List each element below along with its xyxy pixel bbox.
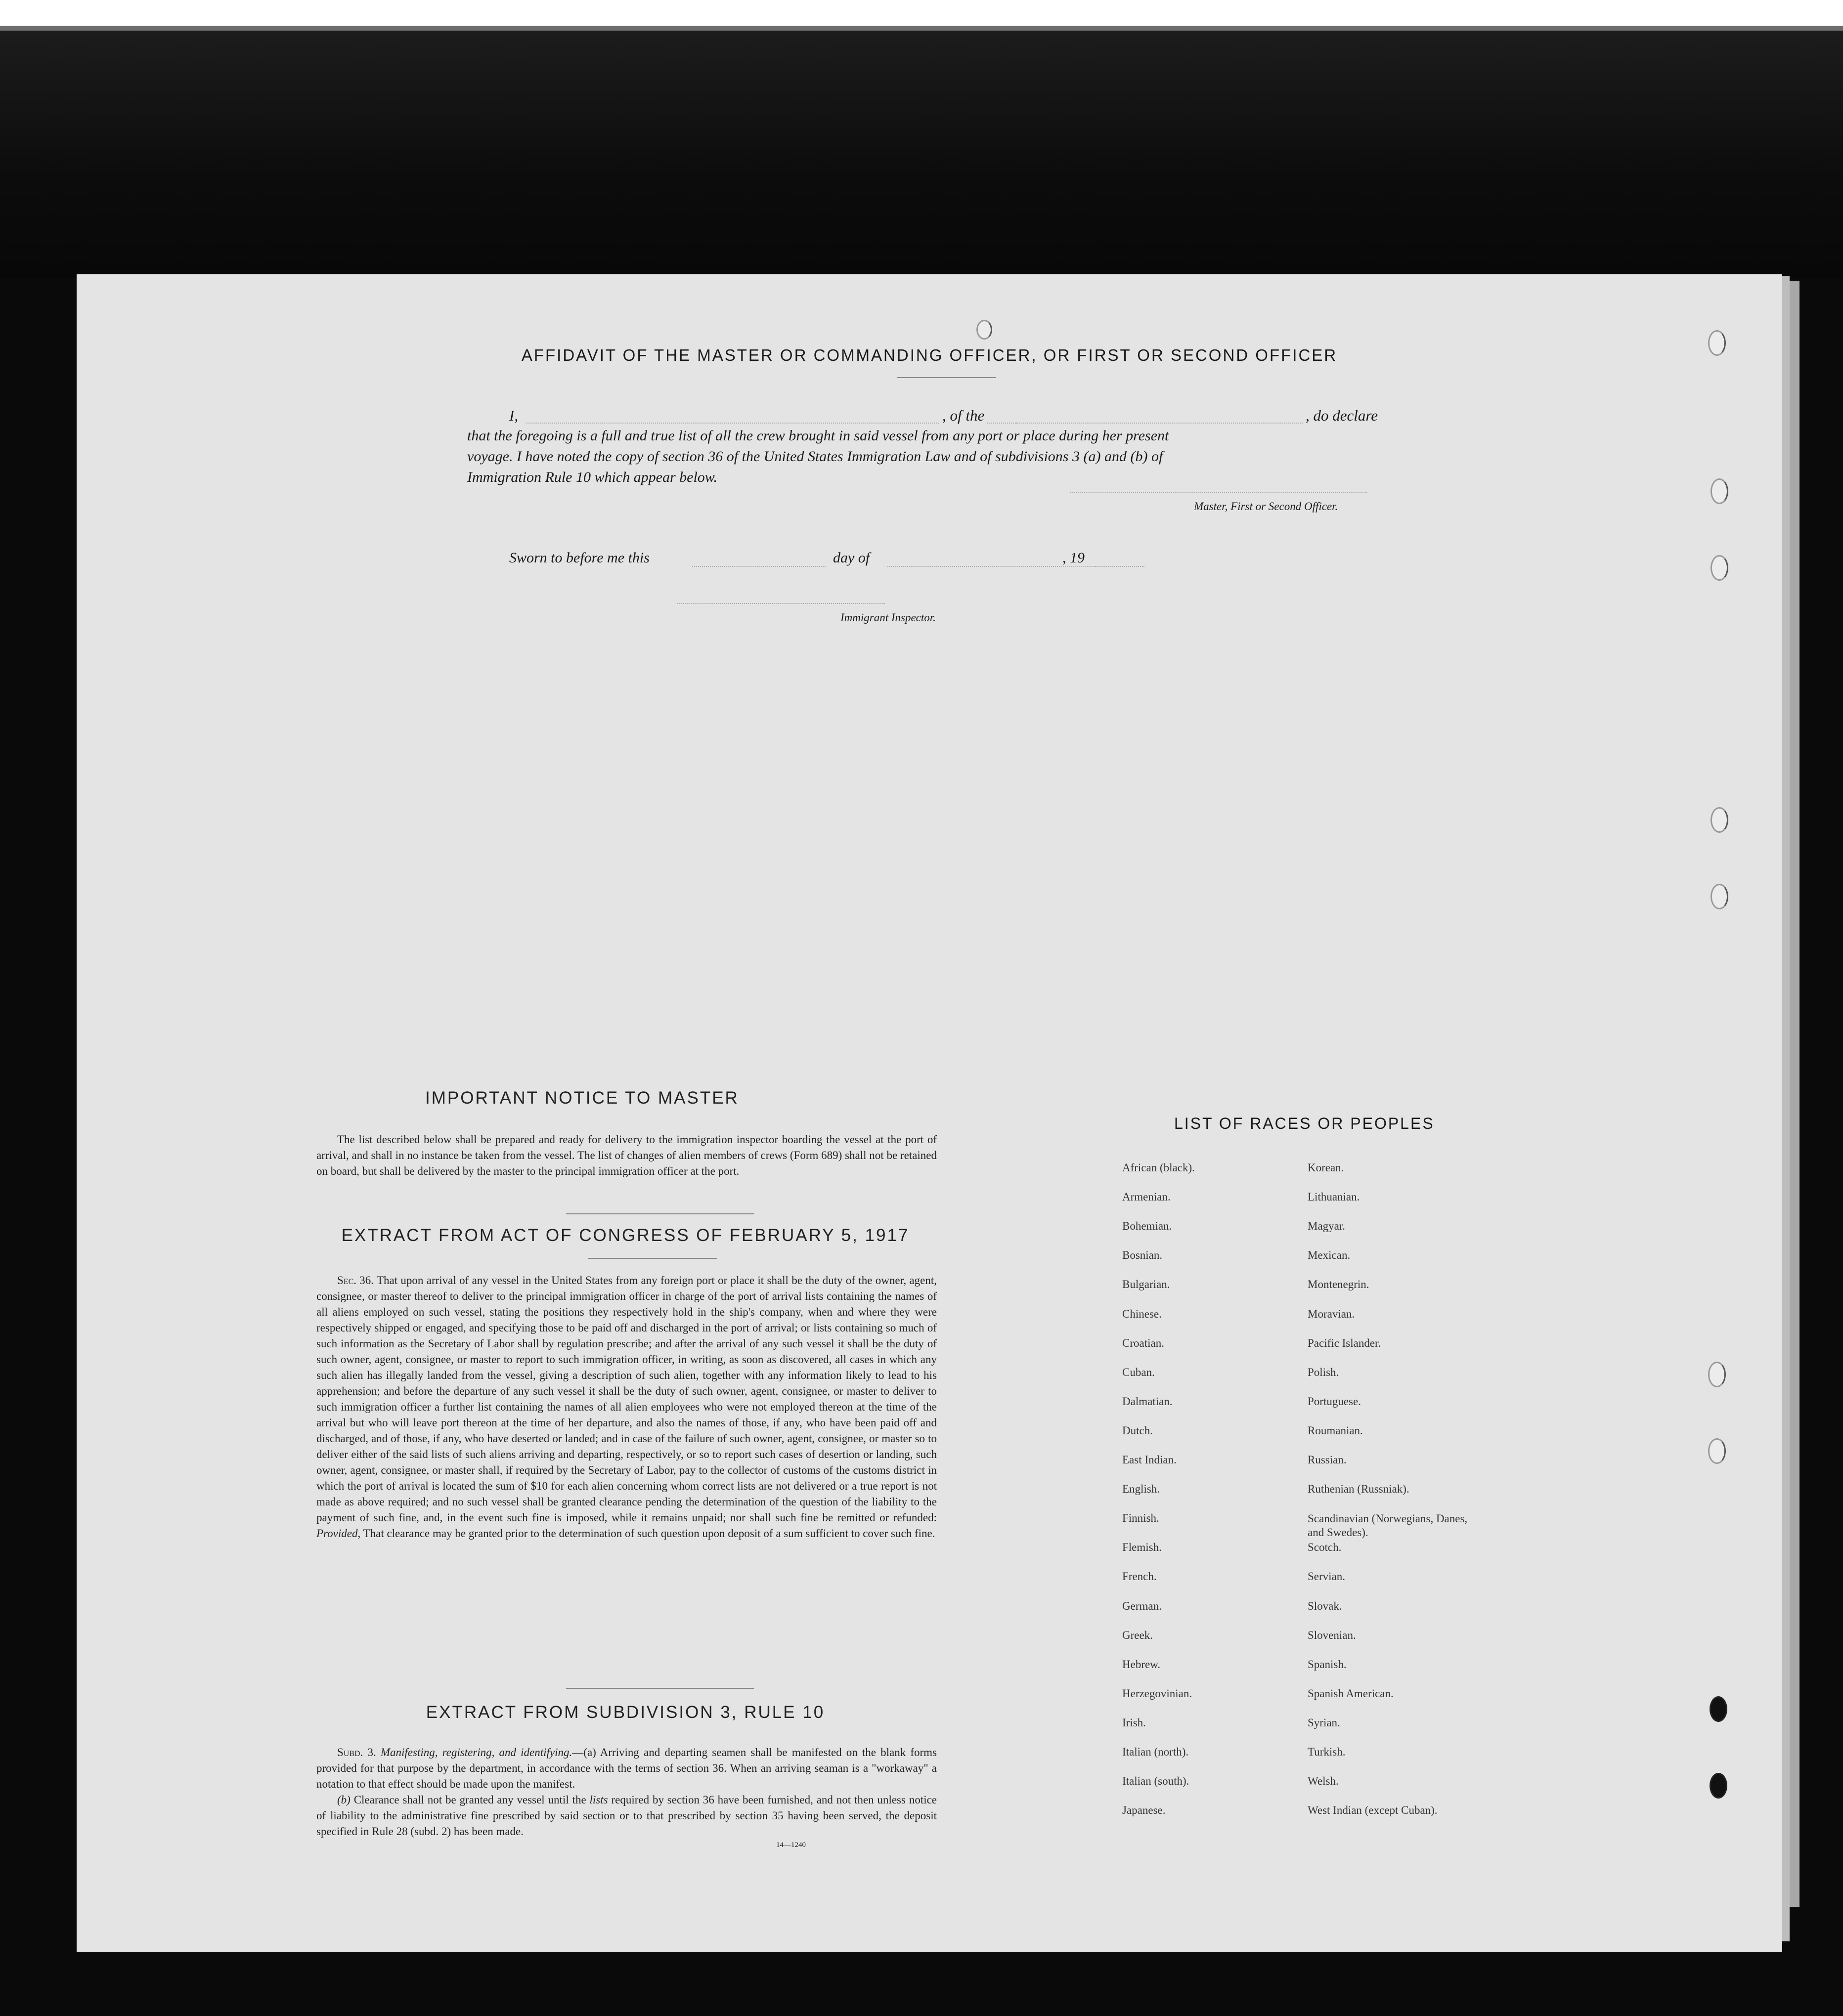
notice-title: IMPORTANT NOTICE TO MASTER [425,1088,739,1108]
race-item: West Indian (except Cuban). [1308,1804,1438,1816]
act-extract-body [316,1273,937,1542]
divider [897,377,996,378]
race-item: French. [1122,1570,1157,1583]
rule-para-b [316,1792,937,1840]
race-item: Dalmatian. [1122,1395,1173,1408]
race-item: Mexican. [1308,1249,1351,1261]
race-item: Moravian. [1308,1308,1355,1320]
punch-hole-icon [1710,1773,1727,1799]
rule-extract-title: EXTRACT FROM SUBDIVISION 3, RULE 10 [426,1703,825,1722]
subdivision-label: Subd. 3. [337,1746,376,1759]
race-item: Portuguese. [1308,1395,1361,1408]
section-36-text: That upon arrival of any vessel in the United States from any foreign port or place it shall be the duty of the owner, agent, consignee, or master thereof to deliver to the principal immigration officer in charge of the port of arrival lists containing the names of all aliens employed on such vessel, stating the positions they respectively hold in the ship's company, when and where they were respectively shipped or engaged, and specifying those to be paid off and discharged in the port of arrival; or lists containing so much of such information as the Secretary of Labor shall by regulation prescribe; and after the arrival of any such vessel it shall be the duty of such owner, agent, consignee, or master to report to such immigration officer, in writing, as soon as discovered, all cases in which any such alien has illegally landed from the vessel, giving a description of such alien, together with any information likely to lead to his apprehension; and before the departure of any such vessel it shall be the duty of such owner, agent, consignee, or master to deliver to such immigration officer a further list containing the names of all alien employees who were not employed thereon at the time of the arrival but who will leave port thereon at the time of her departure, and also the names of those, if any, who have been paid off and discharged, and of those, if any, who have deserted or landed; and in case of the failure of such owner, agent, consignee, or master so to deliver either of the said lists of such aliens arriving and departing, respectively, or so to report such cases of desertion or landing, such owner, agent, consignee, or master shall, if required by the Secretary of Labor, pay to the collector of customs of the customs district in which the port of arrival is located the sum of $10 for each alien concerning whom correct lists are not delivered or a true report is not made as above required; and no such vessel shall be granted clearance pending the determination of the question of the liability to the payment of such fine, and, in the event such fine is imposed, while it remains unpaid; nor shall such fine be remitted or refunded: [316,1274,937,1524]
sworn-day-field[interactable] [692,566,826,567]
race-item: Irish. [1122,1716,1146,1729]
sworn-month-field[interactable] [887,566,1125,567]
race-item: Flemish. [1122,1541,1162,1553]
affidavit-line-4: Immigration Rule 10 which appear below. [467,469,718,485]
notice-section [316,1132,937,1179]
affidavit-title: AFFIDAVIT OF THE MASTER OR COMMANDING OFFICER, OR FIRST OR SECOND OFFICER [521,346,1338,364]
race-item: Syrian. [1308,1716,1340,1729]
affidavit-of-the: , of the [939,407,987,425]
punch-hole-icon [1711,807,1728,833]
divider [588,1258,717,1259]
punch-hole-icon [1711,478,1728,504]
sworn-year-field[interactable] [1095,566,1144,567]
punch-hole-icon [1708,1362,1726,1387]
race-item: Roumanian. [1308,1424,1363,1437]
para-b-label: (b) [337,1794,351,1806]
race-item: Lithuanian. [1308,1191,1360,1203]
race-item: Scandinavian (Norwegians, Danes, and Swedes). [1308,1512,1468,1539]
inspector-signature-field[interactable] [677,603,885,604]
para-a-text: —(a) Arriving and departing seamen shall be manifested on the blank forms provided for that purpose by the department, in accordance with the terms of section 36. When an arriving seaman is a "workaway" a notation to that effect should be made upon the manifest. [316,1746,937,1790]
para-b-text-end: required by section 36 have been furnished, and not then unless notice of liability to the administrative fine prescribed by said section or to that prescribed by section 35 having been served, the deposit specified in Rule 28 (subd. 2) has been made. [316,1794,937,1838]
notice-body: The list described below shall be prepared and ready for delivery to the immigration inspector boarding the vessel at the port of arrival, and shall in no instance be taken from the vessel. The list of changes of alien members of crews (Form 689) shall not be retained on board, but shall be delivered by the master to the principal immigration officer at the port. [316,1133,937,1177]
race-item: Croatian. [1122,1337,1164,1349]
race-item: Italian (north). [1122,1746,1189,1758]
act-extract-section [316,1273,937,1542]
punch-hole-icon [1708,1438,1726,1464]
race-item: Cuban. [1122,1366,1155,1378]
race-item: Servian. [1308,1570,1346,1583]
scan-top-border [0,0,1843,26]
affidavit-line-2: that the foregoing is a full and true list of all the crew brought in said vessel from any port or place during her present [467,428,1169,444]
race-item: Bosnian. [1122,1249,1163,1261]
day-of-text: day of [833,550,870,566]
para-b-lists: lists [589,1794,608,1806]
race-item: Spanish American. [1308,1687,1394,1700]
inspector-caption: Immigrant Inspector. [840,611,936,624]
proviso-text: That clearance may be granted prior to the determination of such question upon deposit of a sum sufficient to cover such fine. [363,1527,935,1540]
race-item: Spanish. [1308,1658,1347,1671]
rule-para-a [316,1745,937,1792]
act-extract-title: EXTRACT FROM ACT OF CONGRESS OF FEBRUARY 5, 1917 [341,1226,910,1245]
race-item: Ruthenian (Russniak). [1308,1483,1409,1495]
rule-extract-section [316,1745,937,1840]
race-item: Italian (south). [1122,1775,1189,1787]
race-item: Slovenian. [1308,1629,1356,1641]
race-item: Welsh. [1308,1775,1339,1787]
section-label: Sec. 36. [337,1274,374,1287]
race-item: Armenian. [1122,1191,1171,1203]
race-item: Hebrew. [1122,1658,1161,1671]
race-item: Dutch. [1122,1424,1153,1437]
race-item: Turkish. [1308,1746,1346,1758]
race-item: Scotch. [1308,1541,1342,1553]
race-item: Greek. [1122,1629,1153,1641]
punch-hole-icon [1710,1696,1727,1722]
form-number: 14—1240 [776,1841,806,1849]
proviso-label: Provided, [316,1527,361,1540]
para-b-text: Clearance shall not be granted any vessel until the [353,1794,586,1806]
race-item: Japanese. [1122,1804,1166,1816]
punch-hole-icon [1711,884,1728,909]
divider [566,1688,754,1689]
race-item: Chinese. [1122,1308,1162,1320]
race-item: Montenegrin. [1308,1278,1369,1290]
race-item: Pacific Islander. [1308,1337,1381,1349]
divider [566,1213,754,1214]
race-item: Russian. [1308,1454,1347,1466]
race-item: African (black). [1122,1161,1195,1174]
race-item: Magyar. [1308,1220,1346,1232]
affidavit-line-3: voyage. I have noted the copy of section 36 of the United States Immigration Law and of subdivisions 3 (a) and (b) of [467,448,1163,465]
affidavit-i: I, [509,407,519,424]
race-item: Finnish. [1122,1512,1159,1524]
form-page [77,274,1782,1952]
sworn-text: Sworn to before me this [509,550,650,566]
race-item: English. [1122,1483,1160,1495]
signature-field[interactable] [1070,492,1367,493]
year-prefix: , 19 [1060,550,1087,566]
race-item: Slovak. [1308,1600,1342,1612]
subdivision-heading: Manifesting, registering, and identifying. [380,1746,572,1759]
races-title: LIST OF RACES OR PEOPLES [1174,1115,1435,1132]
scan-background [0,31,1843,278]
signature-caption: Master, First or Second Officer. [1194,500,1338,513]
race-item: Bulgarian. [1122,1278,1170,1290]
scan-edge-line [0,26,1843,31]
race-item: East Indian. [1122,1454,1177,1466]
punch-hole-icon [976,320,992,340]
affidavit-declare: , do declare [1303,407,1381,425]
race-item: Korean. [1308,1161,1344,1174]
race-item: Bohemian. [1122,1220,1172,1232]
punch-hole-icon [1711,555,1728,581]
race-item: Polish. [1308,1366,1339,1378]
race-item: Herzegovinian. [1122,1687,1192,1700]
race-item: German. [1122,1600,1162,1612]
